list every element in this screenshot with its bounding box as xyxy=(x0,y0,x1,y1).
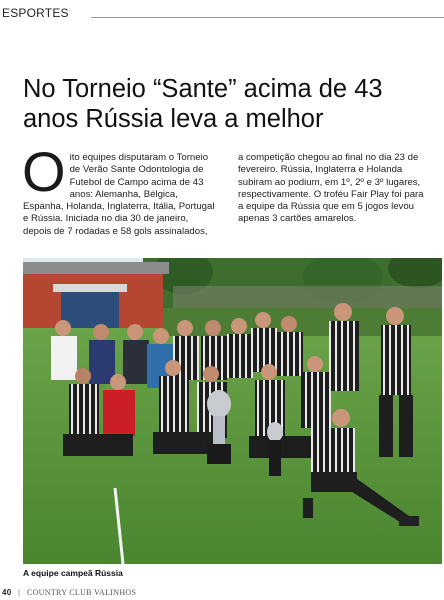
footer-separator: | xyxy=(18,588,21,597)
body-text-left: ito equipes disputaram o Torneio de Verão Sante Odontologia de Futebol de Campo acima de 43 anos: Alemanha, Bélgica, Espanha, Holanda, Inglaterra, Itália, Portugal e Rússia. Iniciada no dia 30 de janeiro, depois de 7 rodadas e 58 gols assinalados, xyxy=(23,152,215,237)
team-photo xyxy=(23,258,442,564)
crowd xyxy=(173,286,442,308)
team-photo-illustration xyxy=(23,258,442,564)
clubhouse-roof xyxy=(23,262,169,274)
body-column-left xyxy=(22,140,219,238)
page-footer xyxy=(2,588,136,597)
headline: No Torneio “Sante” acima de 43 anos Rússia leva a melhor xyxy=(23,75,383,133)
dropcap: O xyxy=(22,140,66,203)
photo-caption: A equipe campeã Rússia xyxy=(23,568,123,578)
article-body xyxy=(22,140,424,242)
section-label: ESPORTES xyxy=(2,6,69,20)
body-text-right: a competição chegou ao final no dia 23 de fevereiro. Rússia, Inglaterra e Holanda subiram ao podium, em 1º, 2º e 3º lugares, respectivamente. O troféu Fair Play foi para a equipe da Rússia que em 5 jogos levou apenas 3 cartões amarelos. xyxy=(238,152,424,225)
section-rule xyxy=(91,17,444,18)
magazine-name: COUNTRY CLUB VALINHOS xyxy=(26,588,137,597)
body-column-right xyxy=(238,152,428,226)
clubhouse-awning xyxy=(53,284,127,292)
page-number: 40 xyxy=(2,588,12,597)
